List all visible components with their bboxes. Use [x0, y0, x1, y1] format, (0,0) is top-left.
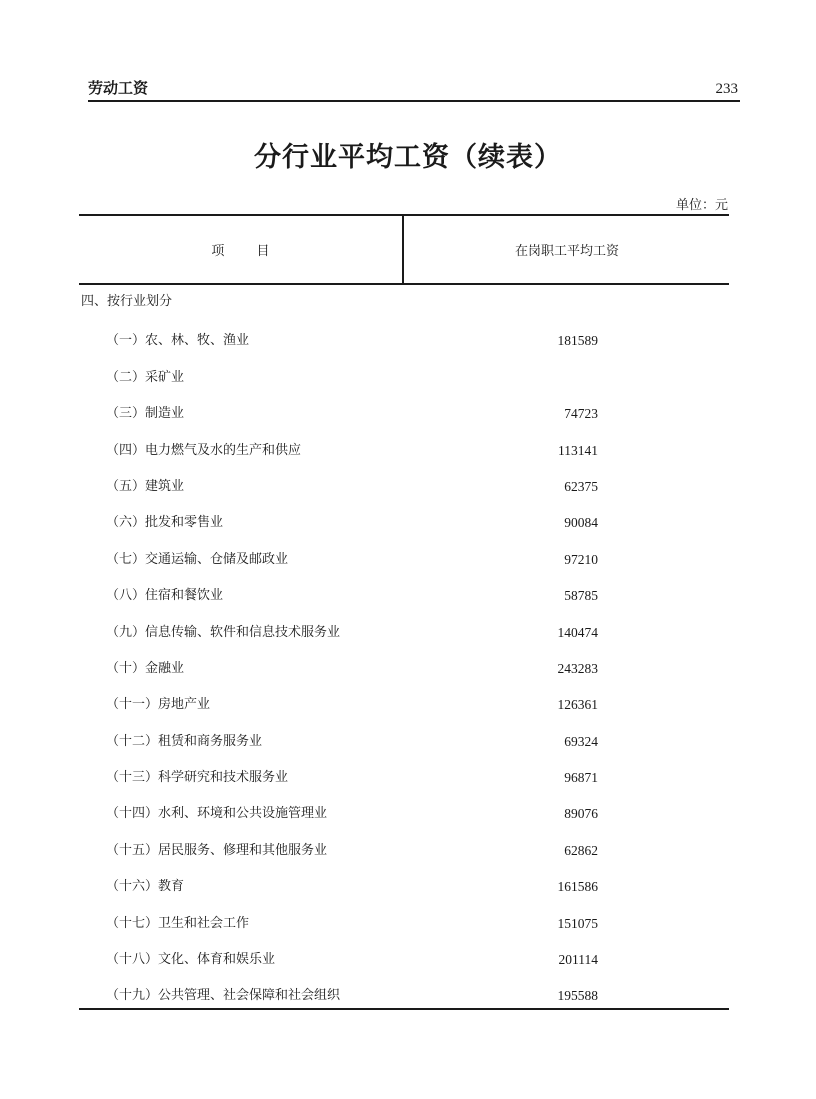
- table-body: [79, 285, 729, 1013]
- row-value: 62862: [564, 842, 598, 858]
- row-value: 201114: [558, 952, 598, 968]
- unit-label: 单位：元: [675, 198, 728, 213]
- row-value: 151075: [557, 915, 598, 931]
- table-row: [79, 503, 729, 539]
- row-label: （九）信息传输、软件和信息技术服务业: [106, 624, 341, 640]
- row-label: （十九）公共管理、社会保障和社会组织: [106, 988, 341, 1004]
- row-label: （十一）房地产业: [106, 697, 211, 713]
- row-value: 195588: [557, 988, 598, 1004]
- row-value: 74723: [564, 406, 598, 422]
- row-value: 97210: [564, 551, 598, 567]
- row-label: （十二）租赁和商务服务业: [106, 733, 263, 749]
- row-value: 96871: [564, 770, 598, 786]
- table-row: [79, 794, 729, 830]
- row-value: 181589: [557, 333, 598, 349]
- running-head: [88, 78, 740, 102]
- table-row: [79, 831, 729, 867]
- table-row: [79, 758, 729, 794]
- row-label: （三）制造业: [106, 406, 185, 422]
- table-row: [79, 321, 729, 357]
- table-row: [79, 540, 729, 576]
- table-row: [79, 467, 729, 503]
- row-label: （十八）文化、体育和娱乐业: [106, 952, 276, 968]
- table-row: [79, 904, 729, 940]
- row-value: 89076: [564, 806, 598, 822]
- table-header: [79, 214, 729, 285]
- row-label: （五）建筑业: [106, 478, 185, 494]
- row-value: 140474: [557, 624, 598, 640]
- row-label: （十七）卫生和社会工作: [106, 915, 250, 931]
- wage-table: [79, 214, 729, 1013]
- table-group-row: [79, 285, 729, 321]
- row-label: （十五）居民服务、修理和其他服务业: [106, 842, 328, 858]
- table-row: [79, 394, 729, 430]
- row-value: 90084: [564, 515, 598, 531]
- running-head-section: 劳动工资: [88, 79, 149, 97]
- column-header-wage: 在岗职工平均工资: [514, 244, 619, 259]
- row-label: （十六）教育: [106, 879, 185, 895]
- row-label: （八）住宿和餐饮业: [106, 588, 224, 604]
- row-label: （一）农、林、牧、渔业: [106, 333, 250, 349]
- row-value: 243283: [557, 660, 598, 676]
- row-label: （六）批发和零售业: [106, 515, 224, 531]
- row-value: 69324: [564, 733, 598, 749]
- row-label: （七）交通运输、仓储及邮政业: [106, 551, 289, 567]
- row-value: 126361: [557, 697, 598, 713]
- table-row: [79, 867, 729, 903]
- table-row: [79, 685, 729, 721]
- row-value: 58785: [564, 588, 598, 604]
- table-row: [79, 722, 729, 758]
- table-row: [79, 431, 729, 467]
- row-label: （十四）水利、环境和公共设施管理业: [106, 806, 328, 822]
- row-label: （四）电力燃气及水的生产和供应: [106, 442, 302, 458]
- table-row: [79, 940, 729, 976]
- row-value: 62375: [564, 478, 598, 494]
- table-row: [79, 358, 729, 394]
- table-bottom-rule: [79, 1008, 729, 1010]
- row-value: 113141: [558, 442, 598, 458]
- column-header-item: 项 目: [79, 216, 404, 283]
- group-label: 四、按行业划分: [81, 294, 173, 309]
- row-label: （十）金融业: [106, 660, 185, 676]
- table-row: [79, 576, 729, 612]
- row-value: 161586: [557, 879, 598, 895]
- page-title: 分行业平均工资（续表）: [254, 142, 562, 173]
- row-label: （十三）科学研究和技术服务业: [106, 770, 289, 786]
- table-row: [79, 649, 729, 685]
- page-number: 233: [715, 81, 738, 97]
- table-row: [79, 613, 729, 649]
- row-label: （二）采矿业: [106, 369, 185, 385]
